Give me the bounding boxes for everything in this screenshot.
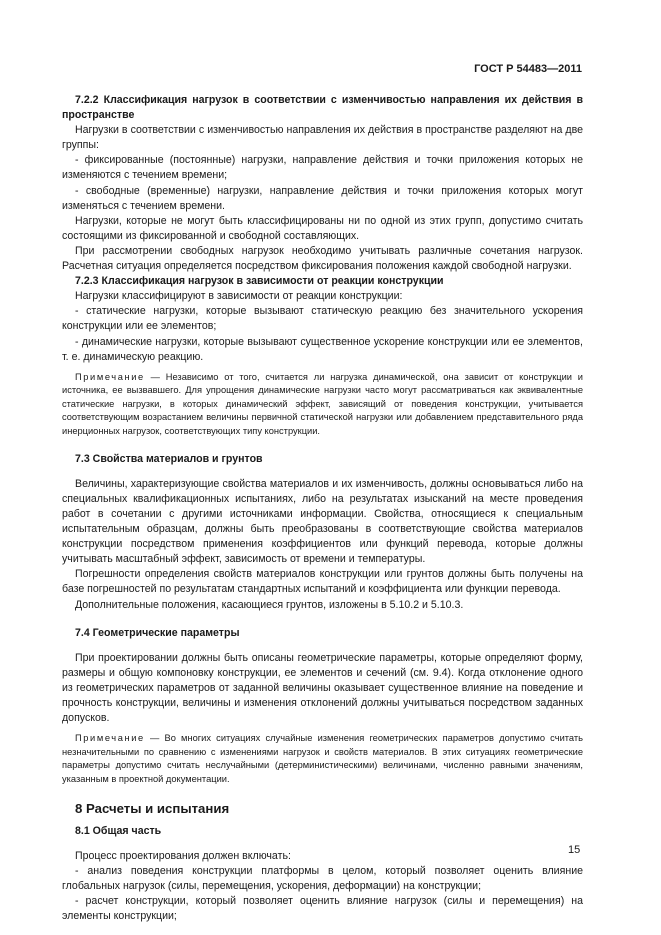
section-title-7-2-3: 7.2.3 Классификация нагрузок в зависимости от реакции конструкции bbox=[75, 275, 444, 288]
list-item: - динамические нагрузки, которые вызывают существенное ускорение конструкции или ее элементов, т. е. динамическую реакцию. bbox=[62, 335, 583, 363]
section-title-7-2-2: 7.2.2 Классификация нагрузок в соответствии с изменчивостью направления их действия в пространстве bbox=[62, 94, 583, 122]
document-id-header: ГОСТ Р 54483—2011 bbox=[474, 63, 582, 75]
paragraph: Погрешности определения свойств материалов конструкции или грунтов должны быть получены на базе погрешностей по результатам стандартных испытаний и коэффициента или функции перевода. bbox=[62, 568, 583, 596]
page-number: 15 bbox=[568, 844, 581, 856]
paragraph: При проектировании должны быть описаны геометрические параметры, которые определяют форму, размеры и общую компоновку конструкции, ее элементов и сечений (см. 9.4). Когда отклонение одного из геометрических параметров от заданной величины оказывает существенное влияние на поведение и прочность конструкции, величины и изменения отклонений должны учитываться посредством заданных допусков. bbox=[62, 651, 583, 725]
list-item: - анализ поведения конструкции платформы в целом, который позволяет оценить влияние глобальных нагрузок (силы, перемещения, ускорения, деформации) на конструкции; bbox=[62, 864, 583, 892]
note-label: Примечание bbox=[75, 733, 145, 744]
section-title-7-3: 7.3 Свойства материалов и грунтов bbox=[75, 452, 263, 465]
paragraph: Нагрузки в соответствии с изменчивостью направления их действия в пространстве разделяют на две группы: bbox=[62, 124, 583, 152]
paragraph: Нагрузки, которые не могут быть классифицированы ни по одной из этих групп, допустимо считать состоящими из фиксированной и свободной составляющих. bbox=[62, 214, 583, 242]
section-title-8-1: 8.1 Общая часть bbox=[75, 824, 162, 837]
note-label: Примечание bbox=[75, 371, 145, 382]
list-item: - фиксированные (постоянные) нагрузки, направление действия и точки приложения которых не изменяются с течением времени; bbox=[62, 154, 583, 182]
paragraph: Величины, характеризующие свойства материалов и их изменчивость, должны основываться либо на специальных квалификационных испытаниях, либо на результатах изысканий на месте проведения работ в сочетании с другими источниками информации. Свойства, относящиеся к специальным испытательным образцам, должны быть преобразованы в соответствующие свойства материалов конструкции посредством применения коэффициентов или функций перевода, которые должны учитывать масштабный эффект, зависимость от времени и температуры. bbox=[62, 477, 583, 566]
page-content bbox=[62, 93, 583, 924]
section-title-8: 8 Расчеты и испытания bbox=[75, 800, 230, 816]
note-text: — Независимо от того, считается ли нагрузка динамической, она зависит от конструкции и источника, ее вызвавшего. Для упрощения динамические нагрузки часто могут рассматриваться как эквивалентные статические нагрузки, в которых динамический эффект, зависящий от поведения конструкции, учитывается соответствующим возрастанием величины первичной статической нагрузки или добавлением представительного ряда инерционных нагрузок, соответствующих типу конструкции. bbox=[62, 371, 583, 437]
paragraph: Процесс проектирования должен включать: bbox=[75, 849, 291, 862]
section-title-7-4: 7.4 Геометрические параметры bbox=[75, 626, 240, 639]
note bbox=[62, 732, 583, 786]
note bbox=[62, 371, 583, 439]
paragraph: Дополнительные положения, касающиеся грунтов, изложены в 5.10.2 и 5.10.3. bbox=[75, 598, 464, 611]
list-item: - статические нагрузки, которые вызывают статическую реакцию без значительного ускорения конструкции или ее элементов; bbox=[62, 305, 583, 333]
paragraph: Нагрузки классифицируют в зависимости от реакции конструкции: bbox=[75, 290, 403, 303]
note-text: — Во многих ситуациях случайные изменения геометрических параметров допустимо считать незначительными по сравнению с изменениями нагрузок и свойств материалов. В этих ситуациях геометрические параметры допустимо считать неслучайными (детерминистическими) величинами, численно равными значениям, указанным в проектной документации. bbox=[62, 733, 583, 784]
paragraph: При рассмотрении свободных нагрузок необходимо учитывать различные сочетания нагрузок. Расчетная ситуация определяется посредством фиксирования положения каждой свободной нагрузки. bbox=[62, 244, 583, 273]
list-item: - свободные (временные) нагрузки, направление действия и точки приложения которых могут изменяться с течением времени. bbox=[62, 184, 583, 212]
list-item: - расчет конструкции, который позволяет оценить влияние нагрузок (силы и перемещения) на элементы конструкции; bbox=[62, 894, 583, 922]
